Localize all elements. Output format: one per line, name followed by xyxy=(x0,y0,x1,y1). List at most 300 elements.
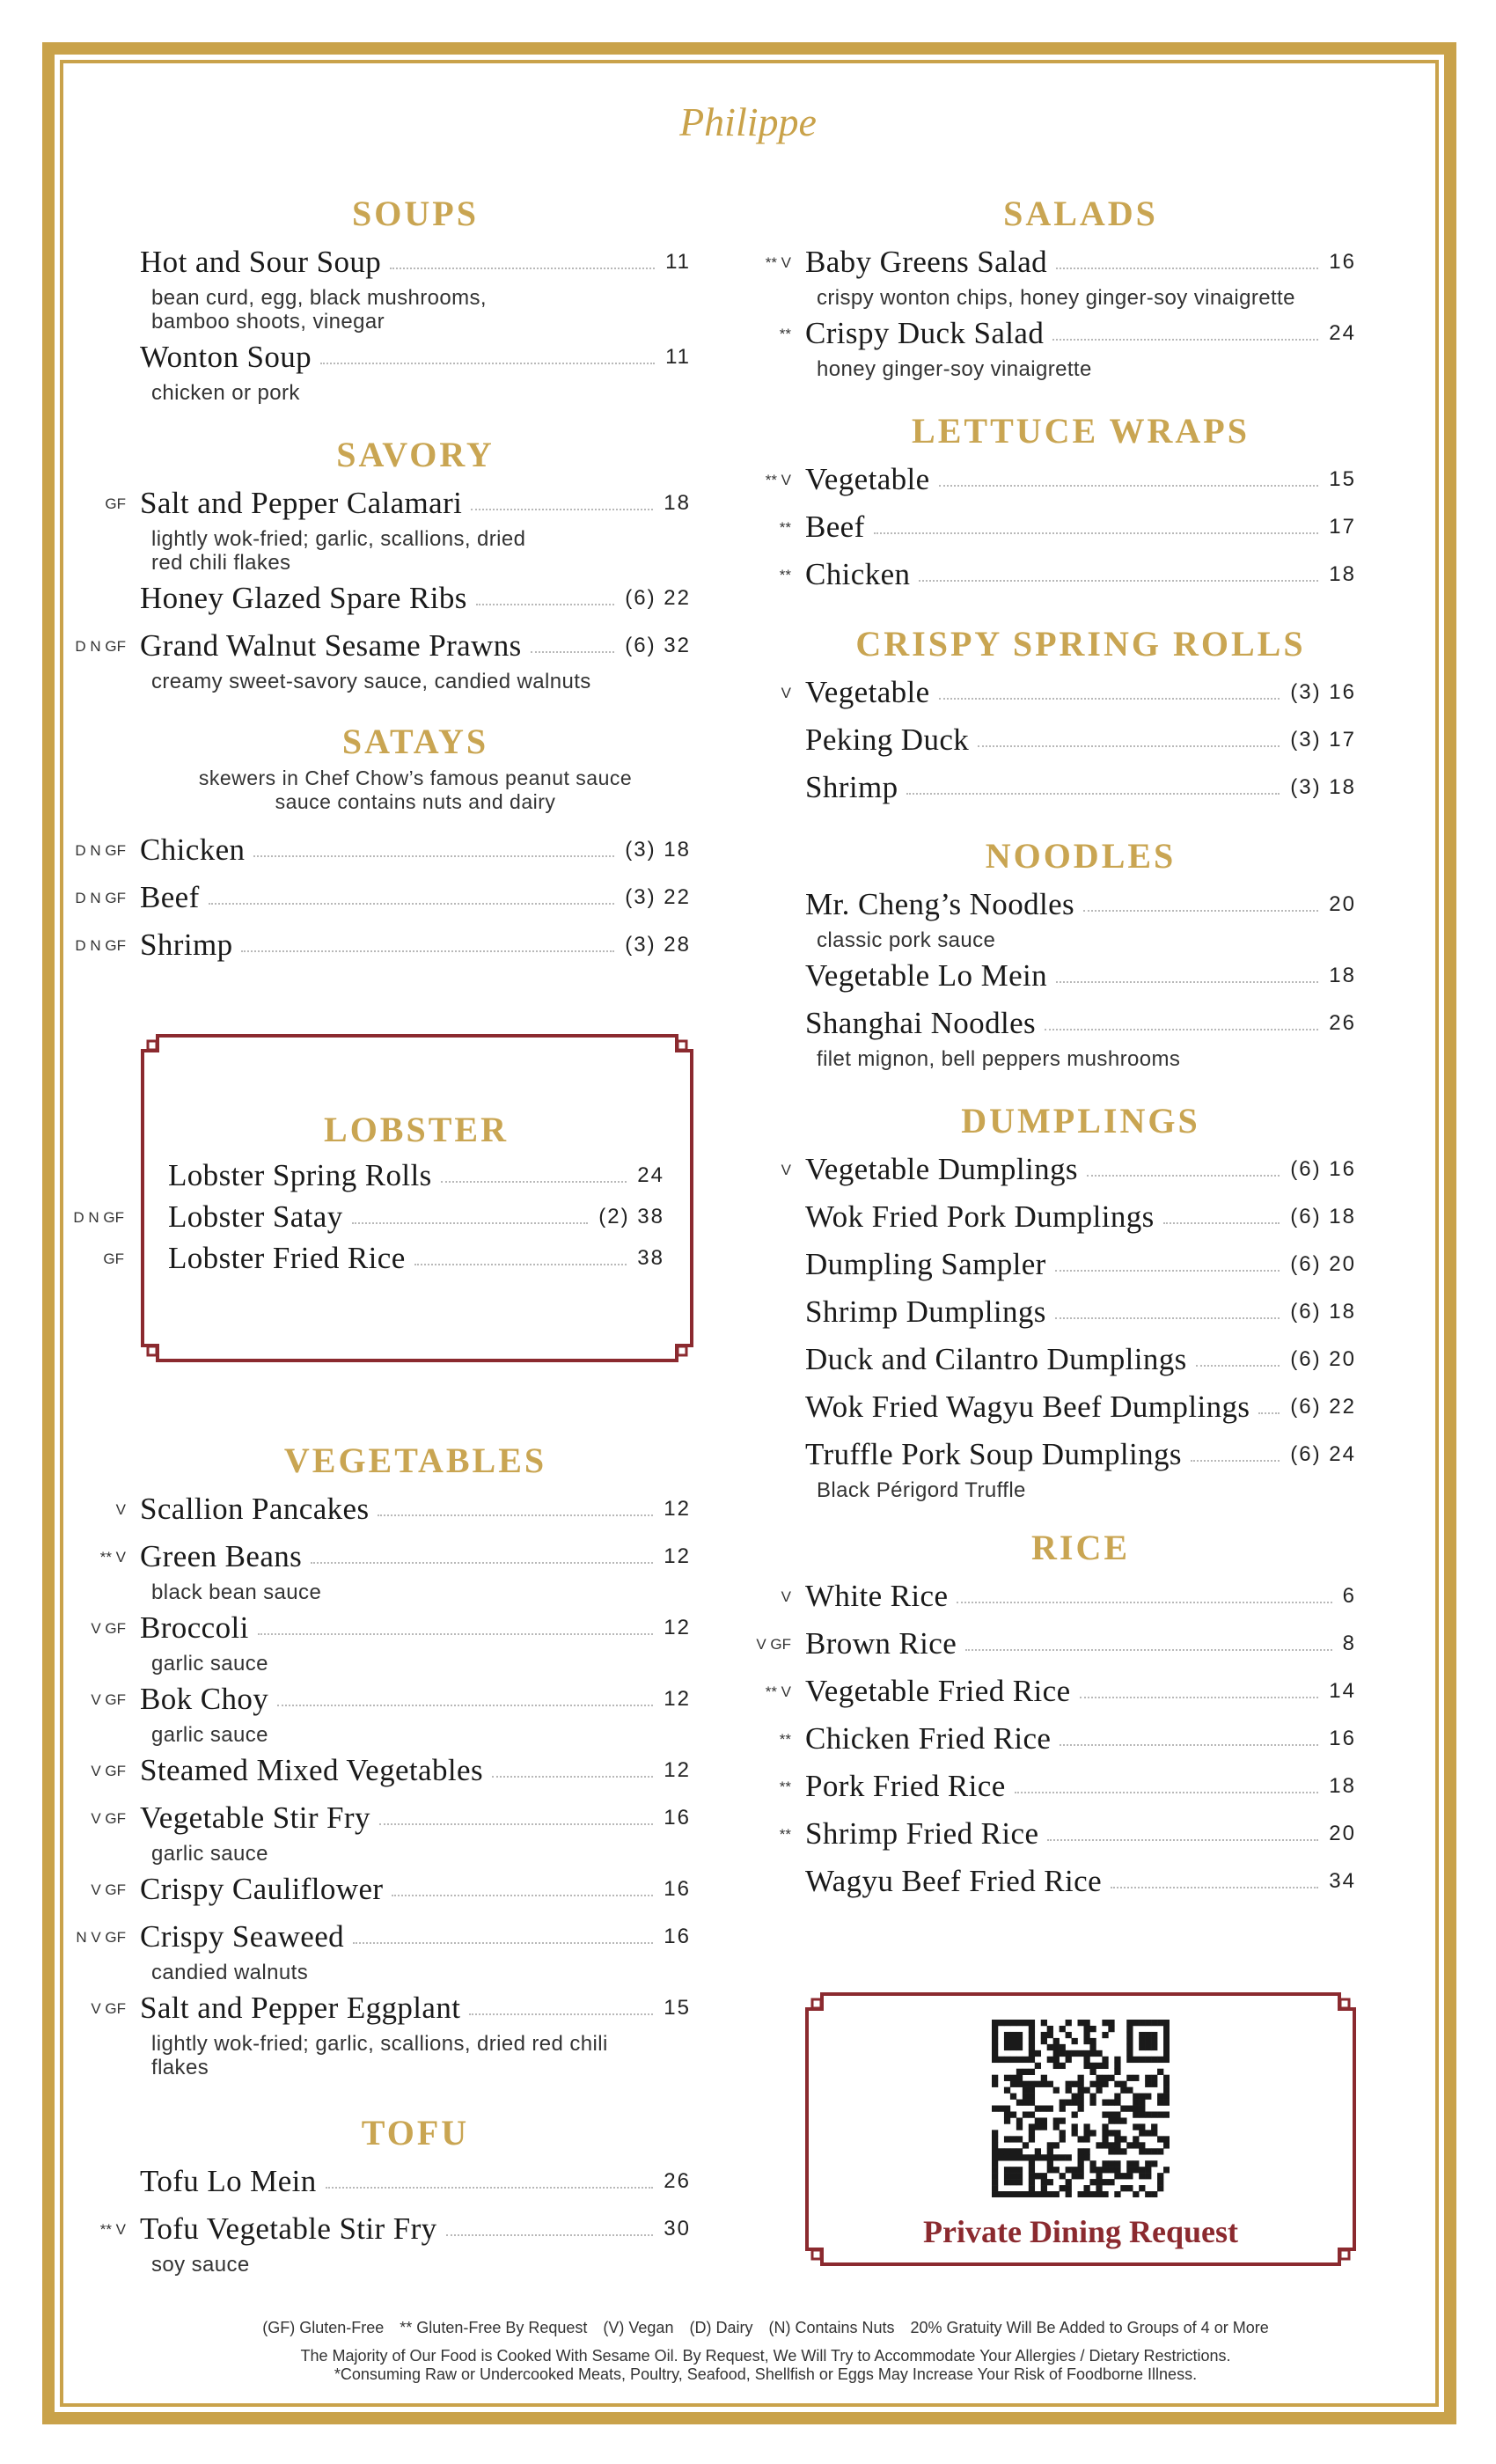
menu-item xyxy=(756,1620,1356,1668)
menu-item-name: Lobster Fried Rice xyxy=(168,1240,406,1275)
menu-item-name: Salt and Pepper Calamari xyxy=(140,486,463,520)
dot-leader xyxy=(1196,1365,1280,1367)
menu-item-name: Truffle Pork Soup Dumplings xyxy=(805,1437,1182,1471)
menu-item xyxy=(91,1676,691,1747)
menu-item xyxy=(99,2205,691,2277)
dot-leader xyxy=(352,1222,589,1224)
menu-item-name: Hot and Sour Soup xyxy=(140,245,382,279)
menu-item xyxy=(805,881,1356,952)
menu-item-description: creamy sweet-savory sauce, candied walnuts xyxy=(151,670,591,693)
menu-item xyxy=(765,238,1356,310)
menu-item-price: 16 xyxy=(664,1925,691,1948)
footer-note-sesame: The Majority of Our Food is Cooked With Sesame Oil. By Request, We Will Try to Accommodate Your Allergies / Dietary Restrictions. xyxy=(300,2347,1231,2365)
section-subtitle-line: skewers in Chef Chow’s famous peanut sauce xyxy=(198,766,633,789)
menu-item-row xyxy=(805,716,1356,764)
menu-item-name: Crispy Duck Salad xyxy=(805,316,1045,350)
menu-item-row xyxy=(805,1858,1356,1905)
menu-item-row xyxy=(781,669,1356,716)
menu-item-name: Beef xyxy=(805,510,865,544)
dietary-tags: V GF xyxy=(756,1636,791,1653)
section-title: SATAYS xyxy=(341,722,489,761)
dot-leader xyxy=(939,698,1280,700)
menu-item-price: 12 xyxy=(664,1616,691,1639)
dot-leader xyxy=(378,1514,653,1516)
menu-item-description: lightly wok-fried; garlic, scallions, dried xyxy=(151,527,526,551)
legend-entry: (D) Dairy xyxy=(689,2319,753,2336)
menu-item-name: Brown Rice xyxy=(805,1626,957,1661)
dot-leader xyxy=(1015,1792,1319,1793)
menu-item-description: crispy wonton chips, honey ginger-soy vinaigrette xyxy=(817,286,1295,310)
menu-item-name: Wagyu Beef Fried Rice xyxy=(805,1864,1103,1898)
menu-item-price: (6) 20 xyxy=(1290,1252,1356,1276)
dot-leader xyxy=(874,532,1319,534)
section-title: TOFU xyxy=(361,2113,470,2152)
menu-item-price: 30 xyxy=(664,2217,691,2240)
menu-item-name: Vegetable xyxy=(805,462,930,496)
menu-item-row xyxy=(805,1431,1356,1478)
menu-item-price: 16 xyxy=(1329,1727,1356,1750)
dot-leader xyxy=(1055,1270,1280,1272)
dot-leader xyxy=(258,1633,654,1635)
dot-leader xyxy=(1258,1412,1280,1414)
menu-item-row xyxy=(765,1668,1356,1715)
menu-item-row xyxy=(140,575,691,622)
dot-leader xyxy=(492,1776,653,1778)
menu-item xyxy=(765,1668,1356,1715)
menu-item-price: 11 xyxy=(665,345,691,369)
menu-item xyxy=(779,310,1356,381)
dot-leader xyxy=(414,1264,627,1265)
dot-leader xyxy=(353,1942,653,1944)
dot-leader xyxy=(531,651,615,653)
menu-item-row xyxy=(103,1237,664,1279)
menu-item-price: 12 xyxy=(664,1758,691,1782)
menu-item-row xyxy=(805,1336,1356,1383)
menu-item-name: Vegetable Dumplings xyxy=(805,1152,1078,1186)
footer-note-consumer-advisory: *Consuming Raw or Undercooked Meats, Poultry, Seafood, Shellfish or Eggs May Increase Your Risk of Foodborne Illness. xyxy=(334,2365,1198,2383)
section-title: NOODLES xyxy=(985,836,1177,876)
menu-item-price: (6) 18 xyxy=(1290,1205,1356,1228)
section-savory xyxy=(75,435,691,693)
menu-item-name: Vegetable Lo Mein xyxy=(805,958,1048,993)
menu-item-price: (6) 18 xyxy=(1290,1300,1356,1324)
menu-item-price: (3) 16 xyxy=(1290,680,1356,704)
menu-item xyxy=(91,1984,691,2079)
section-rice xyxy=(756,1528,1356,1905)
menu-item-row xyxy=(91,1984,691,2032)
dot-leader xyxy=(390,268,655,269)
dot-leader xyxy=(1163,1222,1280,1224)
menu-item xyxy=(805,1193,1356,1241)
menu-item xyxy=(75,874,691,921)
menu-item-price: 18 xyxy=(1329,964,1356,987)
menu-item-name: White Rice xyxy=(805,1579,949,1613)
menu-item-name: Crispy Cauliflower xyxy=(140,1872,384,1906)
menu-item-name: Grand Walnut Sesame Prawns xyxy=(140,628,522,663)
menu-item xyxy=(805,952,1356,1000)
menu-item-name: Shrimp xyxy=(805,770,898,804)
menu-item xyxy=(779,1715,1356,1763)
dot-leader xyxy=(241,950,614,952)
menu-item xyxy=(75,622,691,693)
menu-item xyxy=(805,1336,1356,1383)
menu-item xyxy=(805,716,1356,764)
menu-item-row xyxy=(805,1241,1356,1288)
menu-item-name: Honey Glazed Spare Ribs xyxy=(140,581,467,615)
menu-item-name: Shrimp xyxy=(140,928,233,962)
dot-leader xyxy=(471,509,653,510)
dot-leader xyxy=(320,363,655,364)
dietary-tags: V GF xyxy=(91,1691,126,1708)
dot-leader xyxy=(1045,1029,1318,1030)
section-title: SALADS xyxy=(1003,194,1158,233)
menu-item xyxy=(779,1763,1356,1810)
dietary-tags: V GF xyxy=(91,1881,126,1898)
menu-item-price: 15 xyxy=(664,1996,691,2020)
menu-item-description: honey ginger-soy vinaigrette xyxy=(817,357,1092,381)
section-satays xyxy=(75,722,691,969)
menu-item-price: 26 xyxy=(1329,1011,1356,1035)
dietary-tags: ** xyxy=(779,567,791,583)
menu-item-name: Shrimp Dumplings xyxy=(805,1294,1046,1329)
menu-item-price: (6) 32 xyxy=(625,634,691,657)
menu-item-name: Tofu Vegetable Stir Fry xyxy=(140,2211,437,2246)
dot-leader xyxy=(1056,981,1318,983)
menu-item-row xyxy=(805,952,1356,1000)
menu-item-row xyxy=(91,1676,691,1723)
legend-entry: 20% Gratuity Will Be Added to Groups of 4 or More xyxy=(910,2319,1269,2336)
dietary-tags: ** xyxy=(779,1826,791,1843)
footer-legend xyxy=(0,2319,1496,2337)
menu-item-price: (6) 22 xyxy=(1290,1395,1356,1419)
menu-item-price: (6) 20 xyxy=(1290,1347,1356,1371)
menu-item xyxy=(779,503,1356,551)
menu-item xyxy=(805,764,1356,811)
qr-code-icon[interactable] xyxy=(992,2020,1170,2197)
menu-item-price: (3) 28 xyxy=(625,933,691,957)
menu-item-row xyxy=(781,1573,1356,1620)
menu-item-name: Peking Duck xyxy=(805,722,970,757)
menu-item-description: soy sauce xyxy=(151,2253,250,2277)
menu-item-price: 38 xyxy=(637,1245,664,1270)
section-subtitle-line: sauce contains nuts and dairy xyxy=(275,790,556,813)
menu-item xyxy=(805,1858,1356,1905)
menu-item-row xyxy=(105,480,691,527)
menu-item-price: 18 xyxy=(1329,562,1356,586)
menu-item xyxy=(805,1000,1356,1071)
dietary-tags: GF xyxy=(105,495,126,512)
menu-item-row xyxy=(99,2205,691,2253)
menu-item-price: (6) 24 xyxy=(1290,1442,1356,1466)
menu-item-name: Vegetable Stir Fry xyxy=(140,1800,370,1835)
menu-item-price: (3) 22 xyxy=(625,885,691,909)
menu-item-description: chicken or pork xyxy=(151,381,300,405)
menu-item-description: bean curd, egg, black mushrooms, xyxy=(151,286,487,310)
menu-item-price: 12 xyxy=(664,1544,691,1568)
menu-item xyxy=(779,1810,1356,1858)
menu-item-row xyxy=(779,551,1356,598)
menu-item-price: 20 xyxy=(1329,892,1356,916)
menu-item-price: 24 xyxy=(1329,321,1356,345)
menu-item-price: (2) 38 xyxy=(598,1204,664,1228)
menu-item-row xyxy=(140,238,691,286)
menu-item-row xyxy=(779,1763,1356,1810)
menu-item-row xyxy=(756,1620,1356,1668)
menu-item-name: Chicken Fried Rice xyxy=(805,1721,1052,1756)
menu-item-description: Black Périgord Truffle xyxy=(817,1478,1026,1502)
menu-item-price: 6 xyxy=(1342,1584,1356,1608)
menu-item-description: bamboo shoots, vinegar xyxy=(151,310,385,334)
section-title: DUMPLINGS xyxy=(961,1101,1200,1140)
menu-item xyxy=(765,456,1356,503)
menu-item-description: garlic sauce xyxy=(151,1652,268,1676)
menu-item-row xyxy=(805,881,1356,928)
menu-item-description: filet mignon, bell peppers mushrooms xyxy=(817,1047,1181,1071)
section-title: CRISPY SPRING ROLLS xyxy=(855,624,1306,664)
menu-item xyxy=(168,1155,664,1196)
menu-item-price: (6) 16 xyxy=(1290,1157,1356,1181)
menu-item-price: 24 xyxy=(637,1162,664,1187)
dietary-tags: V GF xyxy=(91,1763,126,1779)
section-title: SOUPS xyxy=(352,194,479,233)
menu-item xyxy=(91,1794,691,1866)
menu-item-row xyxy=(75,826,691,874)
menu-item-description: flakes xyxy=(151,2056,209,2079)
menu-item-description: lightly wok-fried; garlic, scallions, dried red chili xyxy=(151,2032,608,2056)
dot-leader xyxy=(939,485,1319,487)
dot-leader xyxy=(1111,1887,1318,1888)
dietary-tags: ** V xyxy=(765,472,791,488)
menu-item-price: 26 xyxy=(664,2169,691,2193)
menu-item-row xyxy=(91,1604,691,1652)
legend-entry: (V) Vegan xyxy=(603,2319,674,2336)
menu-item-name: Mr. Cheng’s Noodles xyxy=(805,887,1075,921)
menu-item-name: Tofu Lo Mein xyxy=(140,2164,317,2198)
dietary-tags: V xyxy=(781,1162,791,1178)
legend-entry: ** Gluten-Free By Request xyxy=(400,2319,588,2336)
dot-leader xyxy=(311,1562,653,1564)
menu-item-name: Bok Choy xyxy=(140,1682,269,1716)
menu-item-price: 16 xyxy=(664,1877,691,1901)
menu-item xyxy=(105,480,691,575)
menu-item-row xyxy=(76,1913,691,1961)
dietary-tags: ** V xyxy=(765,1683,791,1700)
dot-leader xyxy=(379,1823,653,1825)
menu-item-row xyxy=(805,1000,1356,1047)
dot-leader xyxy=(392,1895,653,1896)
dot-leader xyxy=(965,1649,1331,1651)
dietary-tags: ** xyxy=(779,1778,791,1795)
dietary-tags: V xyxy=(781,1588,791,1605)
menu-item-name: Green Beans xyxy=(140,1539,303,1573)
menu-item xyxy=(91,1604,691,1676)
section-soups xyxy=(140,194,691,405)
menu-item-price: 17 xyxy=(1329,515,1356,539)
dot-leader xyxy=(906,793,1280,795)
private-dining-box[interactable] xyxy=(804,1991,1357,2267)
menu-item-description: black bean sauce xyxy=(151,1580,322,1604)
menu-item-price: (3) 18 xyxy=(625,838,691,862)
dot-leader xyxy=(1087,1175,1280,1177)
dietary-tags: D N GF xyxy=(73,1209,124,1226)
menu-item-price: 15 xyxy=(1329,467,1356,491)
dietary-tags: D N GF xyxy=(75,937,126,954)
dietary-tags: V xyxy=(115,1501,126,1518)
menu-item-row xyxy=(73,1196,664,1237)
menu-item-description: classic pork sauce xyxy=(817,928,996,952)
dot-leader xyxy=(253,855,614,857)
menu-item-row xyxy=(779,310,1356,357)
dot-leader xyxy=(1080,1697,1319,1698)
private-dining-request-link[interactable]: Private Dining Request xyxy=(923,2214,1238,2249)
menu-item-description: garlic sauce xyxy=(151,1842,268,1866)
menu-item-price: 18 xyxy=(664,491,691,515)
menu-item-name: Wok Fried Pork Dumplings xyxy=(805,1199,1155,1234)
dot-leader xyxy=(446,2234,654,2236)
dot-leader xyxy=(919,580,1318,582)
menu-item-row xyxy=(779,503,1356,551)
section-title: RICE xyxy=(1030,1528,1131,1567)
menu-item xyxy=(76,1913,691,1984)
dietary-tags: V GF xyxy=(91,2000,126,2017)
menu-item-row xyxy=(91,1866,691,1913)
menu-item xyxy=(75,921,691,969)
menu-item-price: 18 xyxy=(1329,1774,1356,1798)
dot-leader xyxy=(1056,268,1318,269)
dietary-tags: ** V xyxy=(99,2221,126,2238)
menu-item-price: 12 xyxy=(664,1687,691,1711)
menu-item-name: Duck and Cilantro Dumplings xyxy=(805,1342,1187,1376)
menu-item-name: Dumpling Sampler xyxy=(805,1247,1046,1281)
dietary-tags: V GF xyxy=(91,1620,126,1637)
menu-item-price: 14 xyxy=(1329,1679,1356,1703)
dot-leader xyxy=(978,745,1280,747)
menu-item-row xyxy=(805,1288,1356,1336)
menu-item-price: (3) 17 xyxy=(1290,728,1356,752)
menu-item xyxy=(781,1573,1356,1620)
dietary-tags: ** V xyxy=(99,1549,126,1566)
menu-item xyxy=(805,1431,1356,1502)
menu-item xyxy=(781,669,1356,716)
menu-item-name: Vegetable xyxy=(805,675,930,709)
menu-item-row xyxy=(75,874,691,921)
menu-item-row xyxy=(805,1383,1356,1431)
menu-item-name: Shrimp Fried Rice xyxy=(805,1816,1039,1851)
menu-item-description: red chili flakes xyxy=(151,551,291,575)
dot-leader xyxy=(476,604,615,605)
dietary-tags: D N GF xyxy=(75,890,126,906)
section-title: SAVORY xyxy=(336,435,495,474)
restaurant-logo: Philippe xyxy=(679,99,817,144)
dot-leader xyxy=(209,903,615,905)
menu-item-row xyxy=(75,921,691,969)
menu-item xyxy=(140,334,691,405)
menu-item-row xyxy=(168,1155,664,1196)
menu-item-name: Chicken xyxy=(805,557,911,591)
dietary-tags: ** xyxy=(779,1731,791,1748)
menu-item-name: Shanghai Noodles xyxy=(805,1006,1037,1040)
menu-item xyxy=(140,575,691,622)
section-title: VEGETABLES xyxy=(283,1441,547,1480)
menu-item xyxy=(805,1288,1356,1336)
menu-item-price: 12 xyxy=(664,1497,691,1521)
menu-item xyxy=(779,551,1356,598)
menu-item-price: 8 xyxy=(1342,1632,1356,1655)
menu-item xyxy=(140,238,691,334)
menu-item-row xyxy=(805,764,1356,811)
dietary-tags: V GF xyxy=(91,1810,126,1827)
menu-item-row xyxy=(140,2158,691,2205)
section-vegetables xyxy=(76,1441,691,2079)
legend-entry: (GF) Gluten-Free xyxy=(262,2319,385,2336)
menu-item-name: Lobster Satay xyxy=(168,1199,343,1234)
menu-item-row xyxy=(765,238,1356,286)
menu-item-name: Broccoli xyxy=(140,1610,249,1645)
menu-item xyxy=(99,1533,691,1604)
menu-item-row xyxy=(91,1747,691,1794)
menu-item-name: Scallion Pancakes xyxy=(140,1492,370,1526)
dot-leader xyxy=(326,2187,654,2189)
menu-item-price: 20 xyxy=(1329,1822,1356,1845)
menu-item-row xyxy=(779,1810,1356,1858)
menu-item-price: 16 xyxy=(664,1806,691,1830)
menu-item-name: Wonton Soup xyxy=(140,340,312,374)
menu-item-row xyxy=(75,622,691,670)
menu-item-name: Pork Fried Rice xyxy=(805,1769,1006,1803)
menu-item xyxy=(91,1866,691,1913)
menu-item-row xyxy=(115,1485,691,1533)
section-salads xyxy=(765,194,1356,381)
section-lobster xyxy=(73,1110,664,1279)
menu-item xyxy=(73,1196,664,1237)
menu-item-name: Crispy Seaweed xyxy=(140,1919,345,1954)
menu-item-name: Baby Greens Salad xyxy=(805,245,1048,279)
menu-item-row xyxy=(91,1794,691,1842)
menu-item-row xyxy=(140,334,691,381)
menu-item xyxy=(805,1241,1356,1288)
dietary-tags: D N GF xyxy=(75,842,126,859)
dietary-tags: V xyxy=(781,685,791,701)
dietary-tags: ** V xyxy=(765,254,791,271)
menu-item xyxy=(140,2158,691,2205)
section-noodles xyxy=(805,837,1356,1071)
dot-leader xyxy=(469,2013,653,2015)
menu-item-name: Vegetable Fried Rice xyxy=(805,1674,1071,1708)
menu-item-name: Salt and Pepper Eggplant xyxy=(140,1991,461,2025)
menu-item xyxy=(91,1747,691,1794)
dot-leader xyxy=(1055,1317,1280,1319)
section-lettuce xyxy=(765,411,1356,598)
menu-item-description: garlic sauce xyxy=(151,1723,268,1747)
menu-item xyxy=(115,1485,691,1533)
dot-leader xyxy=(441,1181,627,1183)
menu-item-price: (6) 22 xyxy=(625,586,691,610)
menu-item-name: Wok Fried Wagyu Beef Dumplings xyxy=(805,1390,1250,1424)
dot-leader xyxy=(957,1602,1331,1603)
section-subtitle xyxy=(140,766,691,814)
dot-leader xyxy=(1052,339,1318,341)
menu-item-name: Steamed Mixed Vegetables xyxy=(140,1753,483,1787)
section-tofu xyxy=(99,2113,691,2277)
menu-item-price: 11 xyxy=(665,250,691,274)
dot-leader xyxy=(277,1705,653,1706)
dot-leader xyxy=(1060,1744,1318,1746)
menu-item-price: (3) 18 xyxy=(1290,775,1356,799)
menu-item xyxy=(805,1383,1356,1431)
dietary-tags: ** xyxy=(779,519,791,536)
dietary-tags: GF xyxy=(103,1250,124,1267)
menu-item-row xyxy=(779,1715,1356,1763)
